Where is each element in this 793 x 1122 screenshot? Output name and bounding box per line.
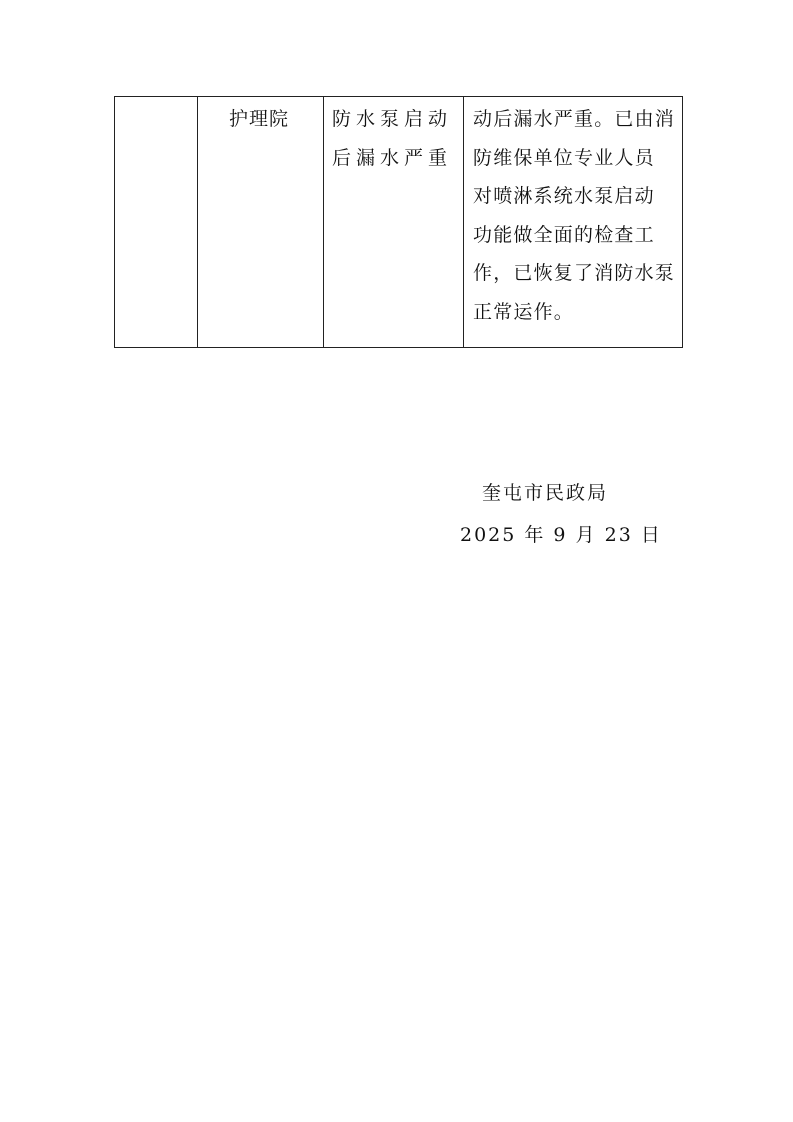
issuing-organization: 奎屯市民政局 (482, 482, 609, 504)
cell-text-unit: 护理院 (229, 108, 290, 130)
cell-text-rectification: 动后漏水严重。已由消 防维保单位专业人员 对喷淋系统水泵启动 功能做全面的检查工 作，已恢复了消防水泵 正常运作。 (473, 108, 676, 323)
cell-text-col1 (115, 97, 197, 100)
rectification-table (114, 96, 683, 348)
table-row (115, 97, 683, 348)
table-cell-unit (198, 97, 324, 348)
table-cell-rectification (464, 97, 683, 348)
cell-text-problem: 防水泵启动 后漏水严重 (332, 108, 453, 169)
table-cell-problem (324, 97, 464, 348)
table-cell-empty (115, 97, 198, 348)
issue-date: 2025 年 9 月 23 日 (460, 524, 662, 546)
